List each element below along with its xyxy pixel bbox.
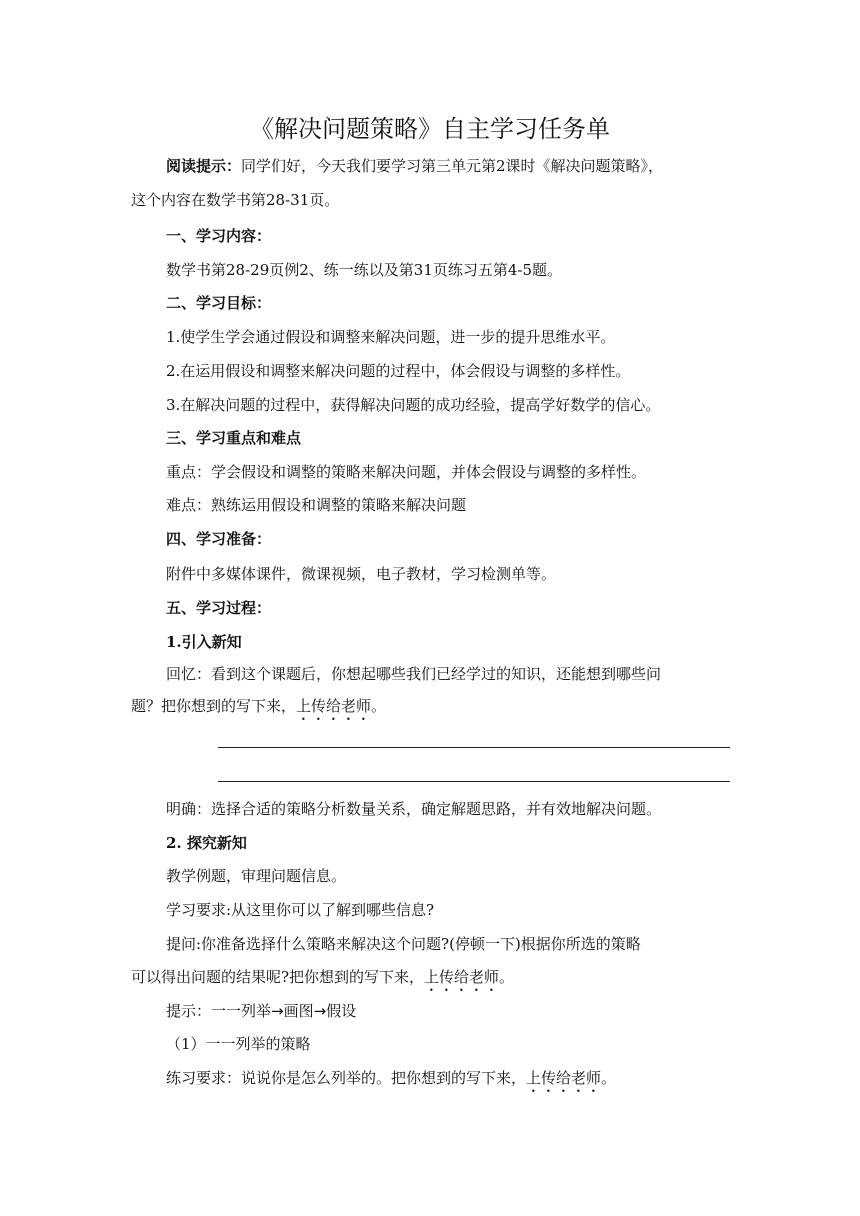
hint-step-2: 画图 [283,1002,314,1020]
section-text-content: 数学书第28-29页例2、练一练以及第31页练习五第4-5题。 [166,261,563,279]
hint-line [166,1001,356,1021]
intro-line-1 [166,156,663,176]
question-text-2: 可以得出问题的结果呢?把你想到的写下来， [131,968,425,986]
key-point-text: 重点：学会假设和调整的策略来解决问题，并体会假设与调整的多样性。 [166,463,647,481]
arrow-right-icon: → [313,1002,327,1020]
section-heading-content: 一、学习内容： [166,227,272,245]
intro-line-2: 这个内容在数学书第28-31页。 [131,191,340,209]
intro-text-1: 同学们好，今天我们要学习第三单元第2课时《解决问题策略》， [241,157,664,175]
hint-label: 提示： [166,1002,212,1020]
section-heading-keypoints: 三、学习重点和难点 [166,429,302,447]
requirement-text: 学习要求:从这里你可以了解到哪些信息? [166,901,435,919]
goal-item-2: 2.在运用假设和调整来解决问题的过程中，体会假设与调整的多样性。 [166,362,631,380]
example-text: 教学例题，审理问题信息。 [166,867,347,885]
hint-step-3: 假设 [326,1002,357,1020]
recall-line-1: 回忆：看到这个课题后，你想起哪些我们已经学过的知识，还能想到哪些问 [166,665,662,683]
page-title: 《解决问题策略》自主学习任务单 [250,115,610,143]
question-line-2 [131,967,514,995]
answer-line-1 [218,747,730,748]
clarify-text: 明确：选择合适的策略分析数量关系，确定解题思路，并有效地解决问题。 [166,800,662,818]
practice-line [166,1068,616,1096]
goal-item-3: 3.在解决问题的过程中，获得解决问题的成功经验，提高学好数学的信心。 [166,396,661,414]
upload-emphasis-3: 上传给老师。 [526,1069,617,1087]
difficulty-text: 难点：熟练运用假设和调整的策略来解决问题 [166,496,467,514]
recall-line-2 [131,696,386,724]
preparation-text: 附件中多媒体课件，微课视频，电子教材，学习检测单等。 [166,565,557,583]
question-line-1: 提问:你准备选择什么策略来解决这个问题?(停顿一下)根据你所选的策略 [166,935,641,953]
recall-text-2: 题？把你想到的写下来， [131,697,297,715]
upload-emphasis: 上传给老师。 [296,697,387,715]
practice-text: 练习要求：说说你是怎么列举的。把你想到的写下来， [166,1069,527,1087]
section-heading-goals: 二、学习目标： [166,294,272,312]
upload-emphasis-2: 上传给老师。 [424,968,515,986]
intro-label: 阅读提示： [166,157,242,175]
subsection-heading-intro: 1.引入新知 [166,633,242,651]
arrow-right-icon: → [271,1002,284,1020]
answer-line-2 [218,781,730,782]
section-heading-preparation: 四、学习准备： [166,530,272,548]
hint-step-1: 一一列举 [211,1002,272,1020]
subsection-heading-explore: 2. 探究新知 [166,834,247,852]
goal-item-1: 1.使学生学会通过假设和调整来解决问题，进一步的提升思维水平。 [166,328,616,346]
section-heading-process: 五、学习过程： [166,599,272,617]
sub-heading-enumeration: （1）一一列举的策略 [166,1035,311,1053]
